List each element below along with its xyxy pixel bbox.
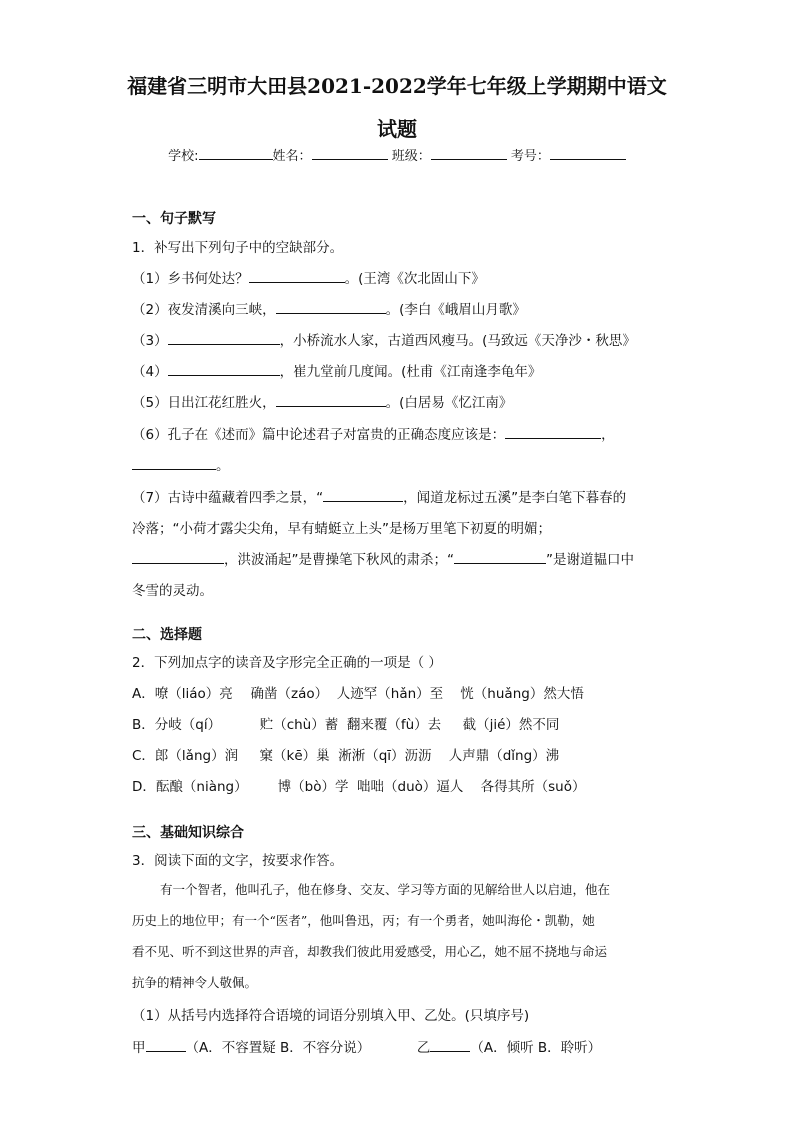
- answer-blank[interactable]: [132, 549, 224, 564]
- option-c[interactable]: C．郎（lǎng）润 窠（kē）巢 淅淅（qī）沥沥 人声鼎（dǐng）沸: [132, 748, 560, 764]
- item-text: （3）: [132, 333, 168, 349]
- item-text: （4）: [132, 364, 168, 380]
- item-text: ”是谢道韫口中: [546, 552, 634, 568]
- item-text: ，: [601, 427, 615, 443]
- item-text: （5）日出江花红胜火，: [132, 395, 276, 411]
- question-stem: 1．补写出下列句子中的空缺部分。: [132, 240, 344, 256]
- answer-blank[interactable]: [454, 549, 546, 564]
- fill-item-7: [132, 486, 626, 506]
- passage-line-2: 历史上的地位甲；有一个“医者”，他叫鲁迅，丙；有一个勇者，她叫海伦・凯勒，她: [132, 913, 595, 928]
- sub-question-1: （1）从括号内选择符合语境的词语分别填入甲、乙处。(只填序号): [132, 1008, 530, 1024]
- yi-label: 乙: [416, 1040, 431, 1056]
- answer-blank[interactable]: [505, 424, 601, 439]
- school-label: 学校:: [168, 149, 199, 164]
- fill-item-6: [132, 423, 615, 443]
- question-stem: 2．下列加点字的读音及字形完全正确的一项是（ ）: [132, 655, 442, 671]
- passage-line-3: 看不见、听不到这世界的声音，却教我们彼此用爱感受，用心乙，她不屈不挠地与命运: [132, 944, 608, 959]
- answer-blank[interactable]: [168, 361, 280, 376]
- fill-item-7-cont3: 冬雪的灵动。: [132, 583, 213, 599]
- item-source: ，小桥流水人家，古道西风瘦马。(马致远《天净沙・秋思》: [279, 333, 636, 349]
- fill-item-3: [132, 329, 636, 349]
- document-title-line1: 福建省三明市大田县2021-2022学年七年级上学期期中语文: [127, 74, 667, 98]
- jia-blank[interactable]: [146, 1037, 186, 1052]
- fill-item-1: [132, 267, 485, 287]
- question-stem: 3．阅读下面的文字，按要求作答。: [132, 853, 344, 869]
- section-heading: 二、选择题: [132, 627, 202, 643]
- document-title-line2: 试题: [377, 117, 417, 141]
- answer-blank[interactable]: [132, 455, 216, 470]
- passage-line-4: 抗争的精神令人敬佩。: [132, 975, 258, 990]
- fill-item-7-cont2: [132, 548, 634, 568]
- option-a[interactable]: A．嘹（liáo）亮 确凿（záo） 人迹罕（hǎn）至 恍（huǎng）然大悟: [132, 686, 584, 702]
- answer-blank[interactable]: [276, 299, 386, 314]
- answer-blank[interactable]: [249, 268, 345, 283]
- name-blank[interactable]: [312, 145, 388, 160]
- item-text: ，闻道龙标过五溪”是李白笔下暮春的: [403, 490, 627, 506]
- sub-question-1-answers: [132, 1036, 601, 1056]
- item-source: 。(王湾《次北固山下》: [344, 271, 485, 287]
- name-label: 姓名：: [272, 149, 312, 164]
- fill-item-2: [132, 298, 526, 318]
- answer-blank[interactable]: [323, 487, 403, 502]
- option-d[interactable]: D．酝酿（niàng） 博（bò）学 咄咄（duò）逼人 各得其所（suǒ）: [132, 779, 586, 795]
- item-text: （1）乡书何处达？: [132, 271, 249, 287]
- item-text: （6）孔子在《述而》篇中论述君子对富贵的正确态度应该是：: [132, 427, 506, 443]
- section-heading: 一、句子默写: [132, 211, 216, 227]
- section-heading: 三、基础知识综合: [132, 825, 244, 841]
- item-source: 。(白居易《忆江南》: [385, 395, 513, 411]
- option-b[interactable]: B．分岐（qí） 贮（chù）蓄 翻来覆（fù）去 截（jié）然不同: [132, 717, 560, 733]
- yi-options: （A．倾听 B．聆听）: [470, 1040, 602, 1056]
- fill-item-5: [132, 391, 512, 411]
- school-blank[interactable]: [199, 145, 273, 160]
- fill-item-7-cont: 冷落；“小荷才露尖尖角，早有蜻蜓立上头”是杨万里笔下初夏的明媚；: [132, 521, 551, 537]
- number-blank[interactable]: [550, 145, 626, 160]
- student-info-row: [0, 145, 794, 164]
- item-text: 。: [216, 458, 230, 474]
- item-text: （7）古诗中蕴藏着四季之景，“: [132, 490, 324, 506]
- item-text: ，洪波涌起”是曹操笔下秋风的肃杀；“: [224, 552, 454, 568]
- item-text: （2）夜发清溪向三峡，: [132, 302, 276, 318]
- class-blank[interactable]: [431, 145, 507, 160]
- answer-blank[interactable]: [168, 330, 280, 345]
- fill-item-6-cont: [132, 454, 230, 474]
- item-source: ，崔九堂前几度闻。(杜甫《江南逢李龟年》: [279, 364, 542, 380]
- item-source: 。(李白《峨眉山月歌》: [385, 302, 526, 318]
- jia-label: 甲: [132, 1040, 146, 1056]
- passage-line-1: 有一个智者，他叫孔子，他在修身、交友、学习等方面的见解给世人以启迪，他在: [160, 882, 611, 897]
- jia-options: （A．不容置疑 B．不容分说）: [185, 1040, 371, 1056]
- class-label: 班级：: [391, 149, 431, 164]
- yi-blank[interactable]: [430, 1037, 470, 1052]
- answer-blank[interactable]: [276, 392, 386, 407]
- number-label: 考号：: [510, 149, 550, 164]
- fill-item-4: [132, 360, 541, 380]
